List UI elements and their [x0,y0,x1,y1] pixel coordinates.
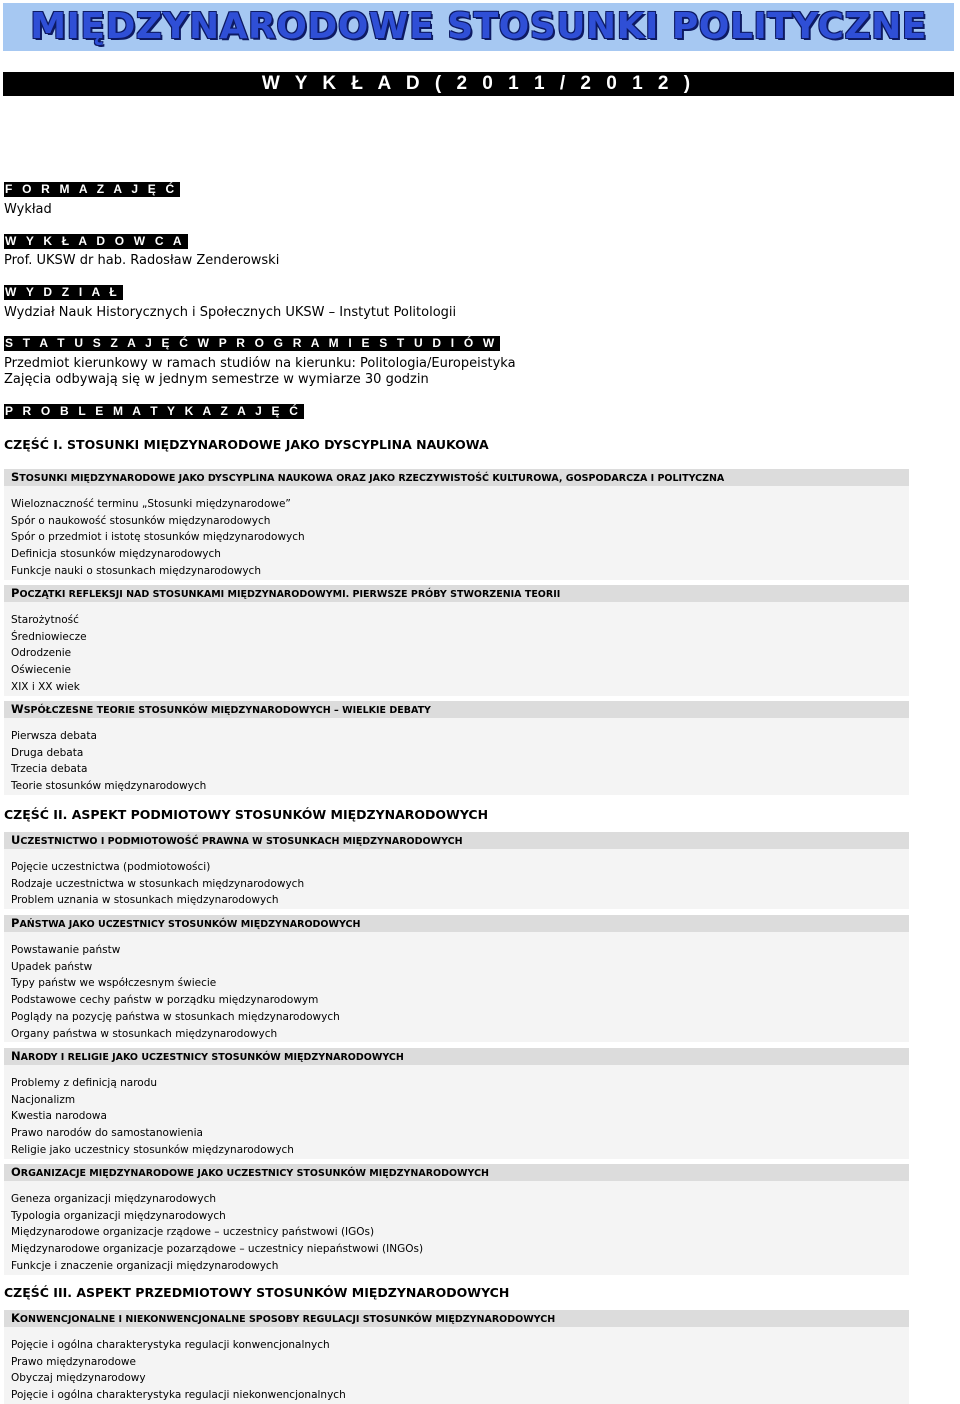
section-block [4,832,909,909]
section-heading: ORGANIZACJE MIĘDZYNARODOWE JAKO UCZESTNICY STOSUNKÓW MIĘDZYNARODOWYCH [4,1164,909,1181]
meta-label-faculty: W Y D Z I A Ł [4,285,123,300]
section-block [4,701,909,795]
list-item: Kwestia narodowa [11,1110,107,1123]
part-title: CZĘŚĆ II. ASPEKT PODMIOTOWY STOSUNKÓW MIĘDZYNARODOWYCH [4,807,489,822]
section-block [4,1048,909,1159]
list-item: Poglądy na pozycję państwa w stosunkach międzynarodowych [11,1010,340,1023]
list-item: Prawo narodów do samostanowienia [11,1127,203,1140]
list-item: Odrodzenie [11,647,72,660]
list-item: XIX i XX wiek [11,680,80,693]
list-item: Typy państw we współczesnym świecie [11,977,217,990]
list-item: Spór o naukowość stosunków międzynarodowych [11,514,271,527]
section-heading: WSPÓŁCZESNE TEORIE STOSUNKÓW MIĘDZYNARODOWYCH – WIELKIE DEBATY [4,701,909,718]
section-block [4,585,909,696]
list-item: Typologia organizacji międzynarodowych [11,1209,226,1222]
meta-label-lecturer: W Y K Ł A D O W C A [4,234,188,249]
list-item: Średniowiecze [11,630,87,643]
list-item: Starożytność [11,614,79,626]
list-item: Pierwsza debata [11,730,97,742]
list-item: Trzecia debata [11,763,88,776]
list-item: Definicja stosunków międzynarodowych [11,548,221,561]
section-block [4,1164,909,1275]
list-item: Problem uznania w stosunkach międzynarodowych [11,894,279,907]
list-item: Oświecenie [11,664,71,677]
meta-value-status-2: Zajęcia odbywają się w jednym semestrze w wymiarze 30 godzin [4,372,429,387]
meta-value-form: Wykład [4,202,52,217]
section-block [4,915,909,1042]
list-item: Międzynarodowe organizacje pozarządowe – uczestnicy niepaństwowi (INGOs) [11,1243,424,1256]
list-item: Problemy z definicją narodu [11,1077,158,1089]
list-item: Religie jako uczestnicy stosunków międzynarodowych [11,1143,294,1156]
list-item: Pojęcie i ogólna charakterystyka regulacji konwencjonalnych [11,1339,330,1351]
document-title: MIĘDZYNARODOWE STOSUNKI POLITYCZNE [30,6,927,47]
list-item: Prawo międzynarodowe [11,1355,136,1368]
lecture-year-bar: W Y K Ł A D ( 2 0 1 1 / 2 0 1 2 ) [3,72,954,96]
list-item: Wieloznaczność terminu „Stosunki międzynarodowe” [11,498,291,510]
list-item: Obyczaj międzynarodowy [11,1372,146,1385]
section-heading: POCZĄTKI REFLEKSJI NAD STOSUNKAMI MIĘDZYNARODOWYMI. PIERWSZE PRÓBY STWORZENIA TEORII [4,585,909,602]
part-title: CZĘŚĆ III. ASPEKT PRZEDMIOTOWY STOSUNKÓW MIĘDZYNARODOWYCH [4,1285,510,1300]
section-heading: STOSUNKI MIĘDZYNARODOWE JAKO DYSCYPLINA NAUKOWA ORAZ JAKO RZECZYWISTOŚĆ KULTUROWA, GOSPODARCZA I POLITYCZNA [4,469,909,486]
list-item: Druga debata [11,746,84,759]
document-title-bar [3,3,954,51]
list-item: Upadek państw [11,960,93,973]
list-item: Teorie stosunków międzynarodowych [11,780,207,793]
meta-label-topics: P R O B L E M A T Y K A Z A J Ę Ć [4,404,304,419]
list-item: Międzynarodowe organizacje rządowe – uczestnicy państwowi (IGOs) [11,1226,375,1239]
meta-value-faculty: Wydział Nauk Historycznych i Społecznych UKSW – Instytut Politologii [4,305,457,320]
section-block [4,469,909,580]
list-item: Nacjonalizm [11,1093,76,1106]
section-heading: KONWENCJONALNE I NIEKONWENCJONALNE SPOSOBY REGULACJI STOSUNKÓW MIĘDZYNARODOWYCH [4,1310,909,1327]
section-heading: NARODY I RELIGIE JAKO UCZESTNICY STOSUNKÓW MIĘDZYNARODOWYCH [4,1048,909,1065]
list-item: Podstawowe cechy państw w porządku międzynarodowym [11,994,319,1007]
meta-label-form: F O R M A Z A J Ę Ć [4,182,180,197]
list-item: Funkcje i znaczenie organizacji międzynarodowych [11,1259,279,1272]
part-title: CZĘŚĆ I. STOSUNKI MIĘDZYNARODOWE JAKO DYSCYPLINA NAUKOWA [4,437,489,452]
list-item: Funkcje nauki o stosunkach międzynarodowych [11,564,261,577]
list-item: Geneza organizacji międzynarodowych [11,1193,217,1205]
section-block [4,1310,909,1404]
list-item: Spór o przedmiot i istotę stosunków międzynarodowych [11,531,305,544]
list-item: Rodzaje uczestnictwa w stosunkach międzynarodowych [11,877,305,890]
list-item: Powstawanie państw [11,944,121,956]
section-heading: PAŃSTWA JAKO UCZESTNICY STOSUNKÓW MIĘDZYNARODOWYCH [4,915,909,932]
meta-label-status: S T A T U S Z A J Ę Ć W P R O G R A M I E S T U D I Ó W [4,336,500,351]
meta-value-status-1: Przedmiot kierunkowy w ramach studiów na kierunku: Politologia/Europeistyka [4,356,516,371]
meta-value-lecturer: Prof. UKSW dr hab. Radosław Zenderowski [4,253,280,268]
section-heading: UCZESTNICTWO I PODMIOTOWOŚĆ PRAWNA W STOSUNKACH MIĘDZYNARODOWYCH [4,832,909,849]
list-item: Pojęcie uczestnictwa (podmiotowości) [11,861,211,873]
list-item: Pojęcie i ogólna charakterystyka regulacji niekonwencjonalnych [11,1389,346,1402]
list-item: Organy państwa w stosunkach międzynarodowych [11,1027,278,1040]
